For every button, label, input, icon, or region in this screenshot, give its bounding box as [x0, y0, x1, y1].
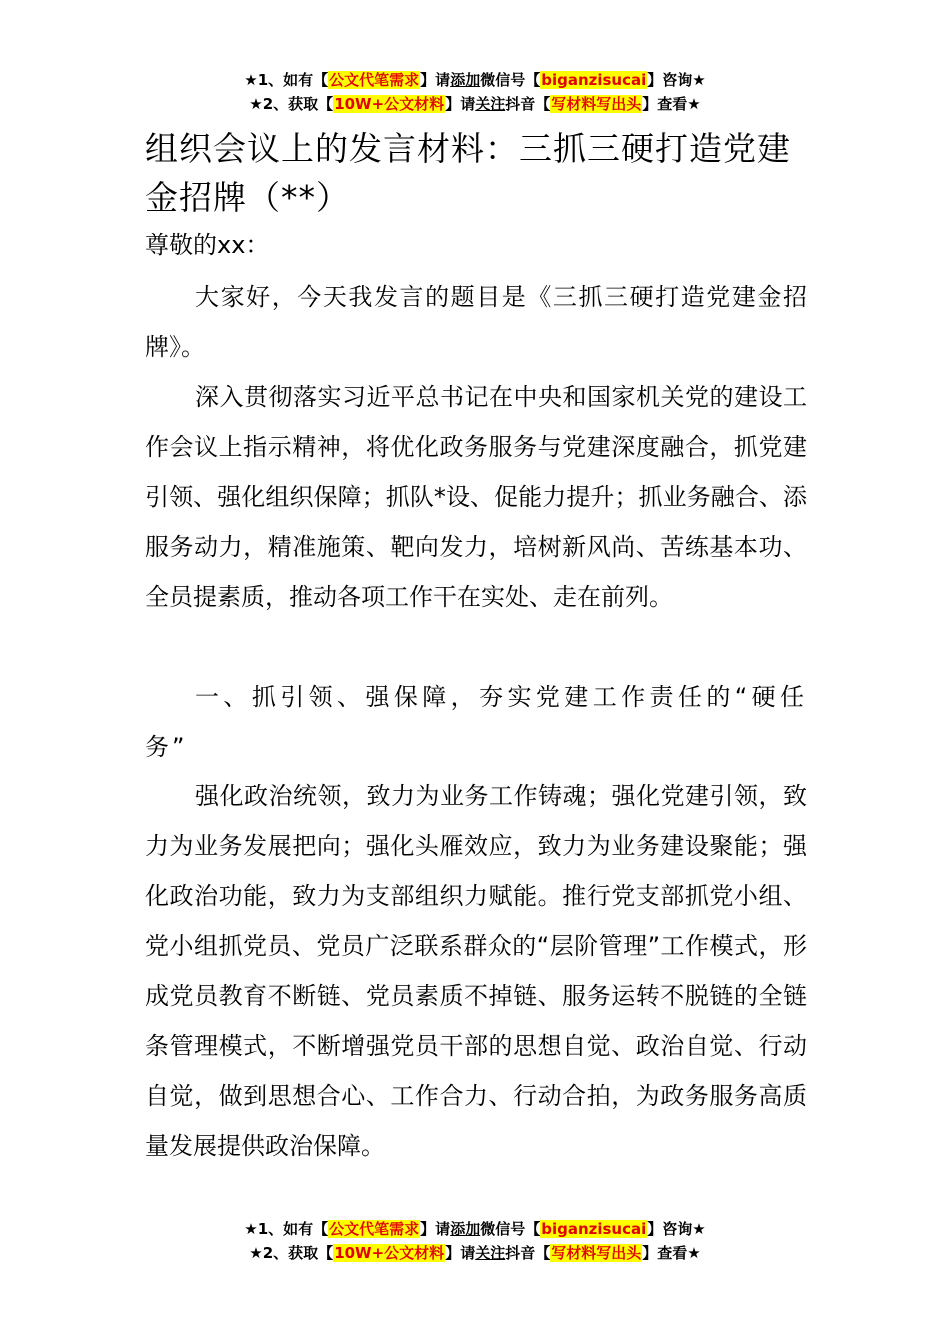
promo-highlight: 公文代笔需求 [329, 1220, 420, 1238]
document-title: 组织会议上的发言材料：三抓三硬打造党建金招牌（**） [145, 129, 791, 217]
promo-line-2 [0, 1241, 950, 1265]
greeting: 尊敬的xx： [145, 231, 270, 259]
promo-highlight: 10W+公文材料 [334, 95, 445, 113]
promo-highlight: biganzisucai [541, 71, 647, 89]
promo-text: 】请 [445, 1244, 476, 1262]
promo-text: 抖音【 [505, 1244, 551, 1262]
promo-line-1 [0, 1217, 950, 1241]
promo-text: ★2、获取【 [249, 1244, 334, 1262]
promo-text: ★1、如有【 [244, 71, 329, 89]
promo-text: 微信号【 [480, 71, 541, 89]
promo-text: ★1、如有【 [244, 1220, 329, 1238]
promo-text: 】咨询★ [647, 1220, 706, 1238]
promo-text: 】请 [445, 95, 476, 113]
promo-text: ★2、获取【 [249, 95, 334, 113]
promo-text: 关注 [475, 1244, 506, 1262]
promo-text: 】查看★ [642, 1244, 701, 1262]
section-heading: 一、抓引领、强保障，夯实党建工作责任的“硬任务” [145, 683, 807, 761]
promo-line-1 [0, 68, 950, 92]
promo-line-2 [0, 92, 950, 116]
promo-text: 抖音【 [505, 95, 551, 113]
paragraph: 大家好，今天我发言的题目是《三抓三硬打造党建金招牌》。 [145, 283, 807, 361]
promo-highlight: 公文代笔需求 [329, 71, 420, 89]
paragraph: 强化政治统领，致力为业务工作铸魂；强化党建引领，致力为业务发展把向；强化头雁效应，致力为业务建设聚能；强化政治功能，致力为支部组织力赋能。推行党支部抓党小组、党小组抓党员、党员广泛联系群众的“层阶管理”工作模式，形成党员教育不断链、党员素质不掉链、服务运转不脱链的全链条管理模式，不断增强党员干部的思想自觉、政治自觉、行动自觉，做到思想合心、工作合力、行动合拍，为政务服务高质量发展提供政治保障。 [145, 782, 807, 1160]
promo-text: 添加 [450, 71, 481, 89]
promo-highlight: 10W+公文材料 [334, 1244, 445, 1262]
promo-text: 添加 [450, 1220, 481, 1238]
promo-text: 】查看★ [642, 95, 701, 113]
promo-highlight: 写材料写出头 [551, 1244, 642, 1262]
promo-highlight: biganzisucai [541, 1220, 647, 1238]
promo-text: 】咨询★ [647, 71, 706, 89]
promo-text: 】请 [420, 1220, 451, 1238]
promo-text: 】请 [420, 71, 451, 89]
paragraph: 深入贯彻落实习近平总书记在中央和国家机关党的建设工作会议上指示精神，将优化政务服务与党建深度融合，抓党建引领、强化组织保障；抓队*设、促能力提升；抓业务融合、添服务动力，精准施策、靶向发力，培树新风尚、苦练基本功、全员提素质，推动各项工作干在实处、走在前列。 [145, 383, 807, 611]
promo-text: 微信号【 [480, 1220, 541, 1238]
promo-banner-bottom [0, 1217, 950, 1265]
promo-banner-top [0, 68, 950, 116]
promo-text: 关注 [475, 95, 506, 113]
promo-highlight: 写材料写出头 [551, 95, 642, 113]
